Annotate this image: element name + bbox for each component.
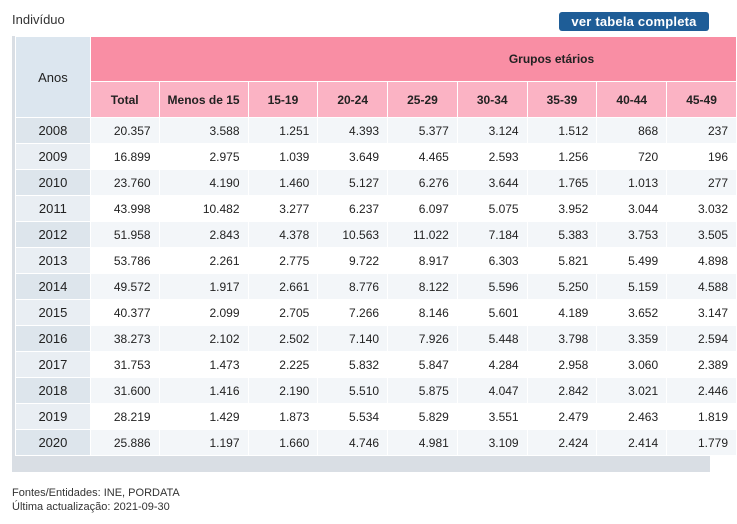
table-cell: 3.044	[597, 196, 667, 222]
column-header: 35-39	[527, 82, 597, 118]
table-row	[16, 300, 737, 326]
row-year: 2012	[16, 222, 91, 248]
table-cell: 2.975	[159, 144, 248, 170]
table-cell: 2.463	[597, 404, 667, 430]
table-cell: 1.197	[159, 430, 248, 456]
table-cell: 6.303	[457, 248, 527, 274]
row-year: 2010	[16, 170, 91, 196]
table-cell: 4.465	[388, 144, 458, 170]
table-cell: 5.377	[388, 118, 458, 144]
table-row	[16, 378, 737, 404]
table-cell: 5.829	[388, 404, 458, 430]
table-cell: 1.873	[248, 404, 318, 430]
table-cell: 3.147	[667, 300, 737, 326]
table-cell: 3.649	[318, 144, 388, 170]
table-cell: 2.099	[159, 300, 248, 326]
unit-label: Indivíduo	[12, 12, 65, 27]
table-cell: 2.502	[248, 326, 318, 352]
table-cell: 2.190	[248, 378, 318, 404]
table-cell: 2.661	[248, 274, 318, 300]
table-row	[16, 248, 737, 274]
table-cell: 6.237	[318, 196, 388, 222]
table-cell: 38.273	[90, 326, 159, 352]
row-year: 2018	[16, 378, 91, 404]
table-cell: 43.998	[90, 196, 159, 222]
table-row	[16, 404, 737, 430]
table-cell: 6.097	[388, 196, 458, 222]
table-cell: 237	[667, 118, 737, 144]
table-cell: 2.958	[527, 352, 597, 378]
table-body	[16, 118, 737, 456]
table-row	[16, 430, 737, 456]
column-header: Total	[90, 82, 159, 118]
row-year: 2011	[16, 196, 91, 222]
table-cell: 2.705	[248, 300, 318, 326]
table-cell: 2.842	[527, 378, 597, 404]
table-cell: 11.022	[388, 222, 458, 248]
column-header: Menos de 15	[159, 82, 248, 118]
table-cell: 51.958	[90, 222, 159, 248]
table-cell: 4.898	[667, 248, 737, 274]
table-cell: 3.109	[457, 430, 527, 456]
table-cell: 1.416	[159, 378, 248, 404]
table-cell: 16.899	[90, 144, 159, 170]
data-table	[15, 36, 737, 456]
table-cell: 8.776	[318, 274, 388, 300]
table-row	[16, 170, 737, 196]
last-update-note: Última actualização: 2021-09-30	[12, 501, 170, 513]
table-cell: 7.926	[388, 326, 458, 352]
table-cell: 7.140	[318, 326, 388, 352]
table-cell: 4.189	[527, 300, 597, 326]
table-cell: 2.261	[159, 248, 248, 274]
year-column-header: Anos	[16, 37, 91, 118]
table-cell: 5.499	[597, 248, 667, 274]
table-cell: 5.821	[527, 248, 597, 274]
table-cell: 5.448	[457, 326, 527, 352]
table-cell: 1.251	[248, 118, 318, 144]
table-cell: 6.276	[388, 170, 458, 196]
table-cell: 1.765	[527, 170, 597, 196]
table-cell: 1.429	[159, 404, 248, 430]
table-row	[16, 352, 737, 378]
full-table-button[interactable]: ver tabela completa	[559, 12, 709, 31]
table-cell: 1.660	[248, 430, 318, 456]
column-header-row	[16, 82, 737, 118]
table-cell: 5.159	[597, 274, 667, 300]
table-cell: 2.424	[527, 430, 597, 456]
table-cell: 5.127	[318, 170, 388, 196]
table-cell: 2.225	[248, 352, 318, 378]
table-row	[16, 196, 737, 222]
table-row	[16, 118, 737, 144]
table-cell: 8.917	[388, 248, 458, 274]
table-cell: 5.510	[318, 378, 388, 404]
table-cell: 49.572	[90, 274, 159, 300]
table-cell: 3.652	[597, 300, 667, 326]
table-cell: 4.284	[457, 352, 527, 378]
table-cell: 20.357	[90, 118, 159, 144]
table-row	[16, 274, 737, 300]
table-cell: 10.563	[318, 222, 388, 248]
table-cell: 3.952	[527, 196, 597, 222]
table-cell: 5.832	[318, 352, 388, 378]
table-cell: 4.981	[388, 430, 458, 456]
data-table-container	[12, 36, 728, 472]
table-cell: 5.534	[318, 404, 388, 430]
table-cell: 2.843	[159, 222, 248, 248]
table-cell: 2.479	[527, 404, 597, 430]
table-cell: 5.601	[457, 300, 527, 326]
table-cell: 3.124	[457, 118, 527, 144]
table-cell: 1.512	[527, 118, 597, 144]
row-year: 2015	[16, 300, 91, 326]
table-cell: 28.219	[90, 404, 159, 430]
table-cell: 2.414	[597, 430, 667, 456]
table-cell: 1.039	[248, 144, 318, 170]
table-cell: 7.184	[457, 222, 527, 248]
table-cell: 1.819	[667, 404, 737, 430]
table-cell: 5.383	[527, 222, 597, 248]
table-cell: 2.446	[667, 378, 737, 404]
table-cell: 2.389	[667, 352, 737, 378]
table-cell: 10.482	[159, 196, 248, 222]
column-header: 25-29	[388, 82, 458, 118]
table-cell: 8.122	[388, 274, 458, 300]
table-cell: 40.377	[90, 300, 159, 326]
table-cell: 3.588	[159, 118, 248, 144]
table-cell: 1.917	[159, 274, 248, 300]
table-cell: 7.266	[318, 300, 388, 326]
table-cell: 1.473	[159, 352, 248, 378]
table-cell: 23.760	[90, 170, 159, 196]
table-cell: 3.021	[597, 378, 667, 404]
table-row	[16, 222, 737, 248]
table-cell: 9.722	[318, 248, 388, 274]
row-year: 2013	[16, 248, 91, 274]
table-cell: 53.786	[90, 248, 159, 274]
table-cell: 4.746	[318, 430, 388, 456]
row-year: 2009	[16, 144, 91, 170]
table-cell: 1.779	[667, 430, 737, 456]
row-year: 2016	[16, 326, 91, 352]
table-cell: 1.460	[248, 170, 318, 196]
table-cell: 4.378	[248, 222, 318, 248]
table-cell: 4.190	[159, 170, 248, 196]
table-cell: 2.102	[159, 326, 248, 352]
table-cell: 5.596	[457, 274, 527, 300]
row-year: 2008	[16, 118, 91, 144]
table-cell: 868	[597, 118, 667, 144]
column-header: 20-24	[318, 82, 388, 118]
table-cell: 720	[597, 144, 667, 170]
column-header: 30-34	[457, 82, 527, 118]
table-cell: 277	[667, 170, 737, 196]
row-year: 2017	[16, 352, 91, 378]
table-cell: 2.593	[457, 144, 527, 170]
row-year: 2020	[16, 430, 91, 456]
table-cell: 3.551	[457, 404, 527, 430]
table-cell: 196	[667, 144, 737, 170]
table-row	[16, 144, 737, 170]
sources-note: Fontes/Entidades: INE, PORDATA	[12, 487, 180, 499]
column-header: 45-49	[667, 82, 737, 118]
table-cell: 8.146	[388, 300, 458, 326]
table-cell: 4.047	[457, 378, 527, 404]
table-cell: 5.847	[388, 352, 458, 378]
table-cell: 4.588	[667, 274, 737, 300]
table-cell: 3.060	[597, 352, 667, 378]
table-cell: 2.775	[248, 248, 318, 274]
table-cell: 4.393	[318, 118, 388, 144]
table-cell: 3.359	[597, 326, 667, 352]
table-cell: 3.644	[457, 170, 527, 196]
table-cell: 31.753	[90, 352, 159, 378]
table-row	[16, 326, 737, 352]
table-cell: 5.075	[457, 196, 527, 222]
row-year: 2014	[16, 274, 91, 300]
row-year: 2019	[16, 404, 91, 430]
table-cell: 5.250	[527, 274, 597, 300]
table-cell: 31.600	[90, 378, 159, 404]
age-groups-header: Grupos etários	[90, 37, 736, 82]
table-cell: 5.875	[388, 378, 458, 404]
table-cell: 1.013	[597, 170, 667, 196]
table-cell: 3.032	[667, 196, 737, 222]
table-cell: 3.753	[597, 222, 667, 248]
table-cell: 3.277	[248, 196, 318, 222]
table-cell: 3.505	[667, 222, 737, 248]
table-cell: 25.886	[90, 430, 159, 456]
column-header: 40-44	[597, 82, 667, 118]
table-cell: 2.594	[667, 326, 737, 352]
table-cell: 1.256	[527, 144, 597, 170]
column-header: 15-19	[248, 82, 318, 118]
table-cell: 3.798	[527, 326, 597, 352]
